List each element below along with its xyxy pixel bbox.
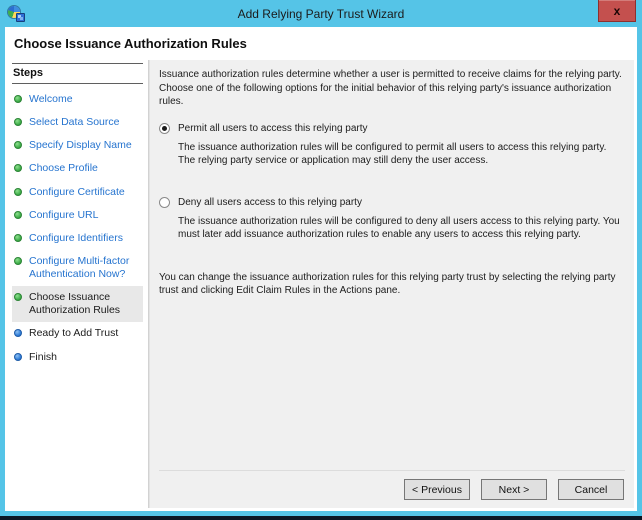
- window-grid-icon: [16, 13, 25, 22]
- footer-note: You can change the issuance authorization rules for this relying party trust by selecting the relying party trust and clicking Edit Claim Rules in the Actions pane.: [159, 271, 616, 296]
- page-title: Choose Issuance Authorization Rules: [14, 36, 247, 51]
- step-status-icon: [14, 211, 22, 219]
- step-status-icon: [14, 234, 22, 242]
- step-status-icon: [14, 118, 22, 126]
- step-specify-display-name: Specify Display Name: [12, 134, 143, 157]
- deny-option-label[interactable]: Deny all users access to this relying party: [178, 196, 362, 208]
- step-status-icon: [14, 164, 22, 172]
- close-button[interactable]: [598, 0, 636, 22]
- step-status-icon: [14, 329, 22, 337]
- deny-option-description: The issuance authorization rules will be configured to deny all users access to this relying party. You must later add issuance authorization rules to enable any users to access this relying party.: [178, 215, 620, 240]
- deny-radio-button[interactable]: [159, 197, 170, 208]
- step-configure-url: Configure URL: [12, 204, 143, 227]
- permit-option-description: The issuance authorization rules will be configured to permit all users to access this relying party. The relying party service or application may still deny the user access.: [178, 141, 607, 166]
- permit-option-row[interactable]: [159, 122, 625, 135]
- step-ready-to-add-trust: Ready to Add Trust: [12, 322, 143, 345]
- steps-panel: [12, 63, 143, 369]
- step-configure-identifiers: Configure Identifiers: [12, 227, 143, 250]
- intro-text: Issuance authorization rules determine whether a user is permitted to receive claims for the relying party. Choose one of the following options for the initial behavior of this relying party's issuance authorization rules.: [159, 69, 622, 107]
- steps-sidebar: [5, 60, 149, 508]
- steps-heading: Steps: [12, 64, 143, 84]
- permit-radio-button[interactable]: [159, 123, 170, 134]
- step-status-icon: [14, 257, 22, 265]
- step-finish: Finish: [12, 346, 143, 369]
- main-panel: [149, 60, 634, 508]
- step-welcome: Welcome: [12, 88, 143, 111]
- close-icon: x: [613, 3, 621, 18]
- steps-list: [12, 84, 143, 369]
- permit-option-label[interactable]: Permit all users to access this relying party: [178, 122, 368, 134]
- step-configure-certificate: Configure Certificate: [12, 181, 143, 204]
- page-header: [5, 27, 637, 60]
- wizard-frame: [5, 27, 637, 511]
- cancel-button[interactable]: Cancel: [558, 479, 624, 500]
- step-configure-mfa: Configure Multi-factor Authentication Now?: [12, 250, 143, 286]
- step-status-icon: [14, 95, 22, 103]
- step-select-data-source: Select Data Source: [12, 111, 143, 134]
- step-status-icon: [14, 293, 22, 301]
- window-title: Add Relying Party Trust Wizard: [237, 6, 405, 21]
- wizard-body: [5, 60, 637, 511]
- next-button[interactable]: Next >: [481, 479, 547, 500]
- titlebar: [0, 0, 642, 27]
- step-status-icon: [14, 188, 22, 196]
- deny-option-row[interactable]: [159, 196, 625, 209]
- step-choose-issuance-authorization-rules: Choose Issuance Authorization Rules: [12, 286, 143, 322]
- wizard-app-icon: [8, 6, 25, 22]
- step-choose-profile: Choose Profile: [12, 157, 143, 180]
- previous-button[interactable]: < Previous: [404, 479, 470, 500]
- step-status-icon: [14, 353, 22, 361]
- button-bar: [159, 470, 625, 502]
- step-status-icon: [14, 141, 22, 149]
